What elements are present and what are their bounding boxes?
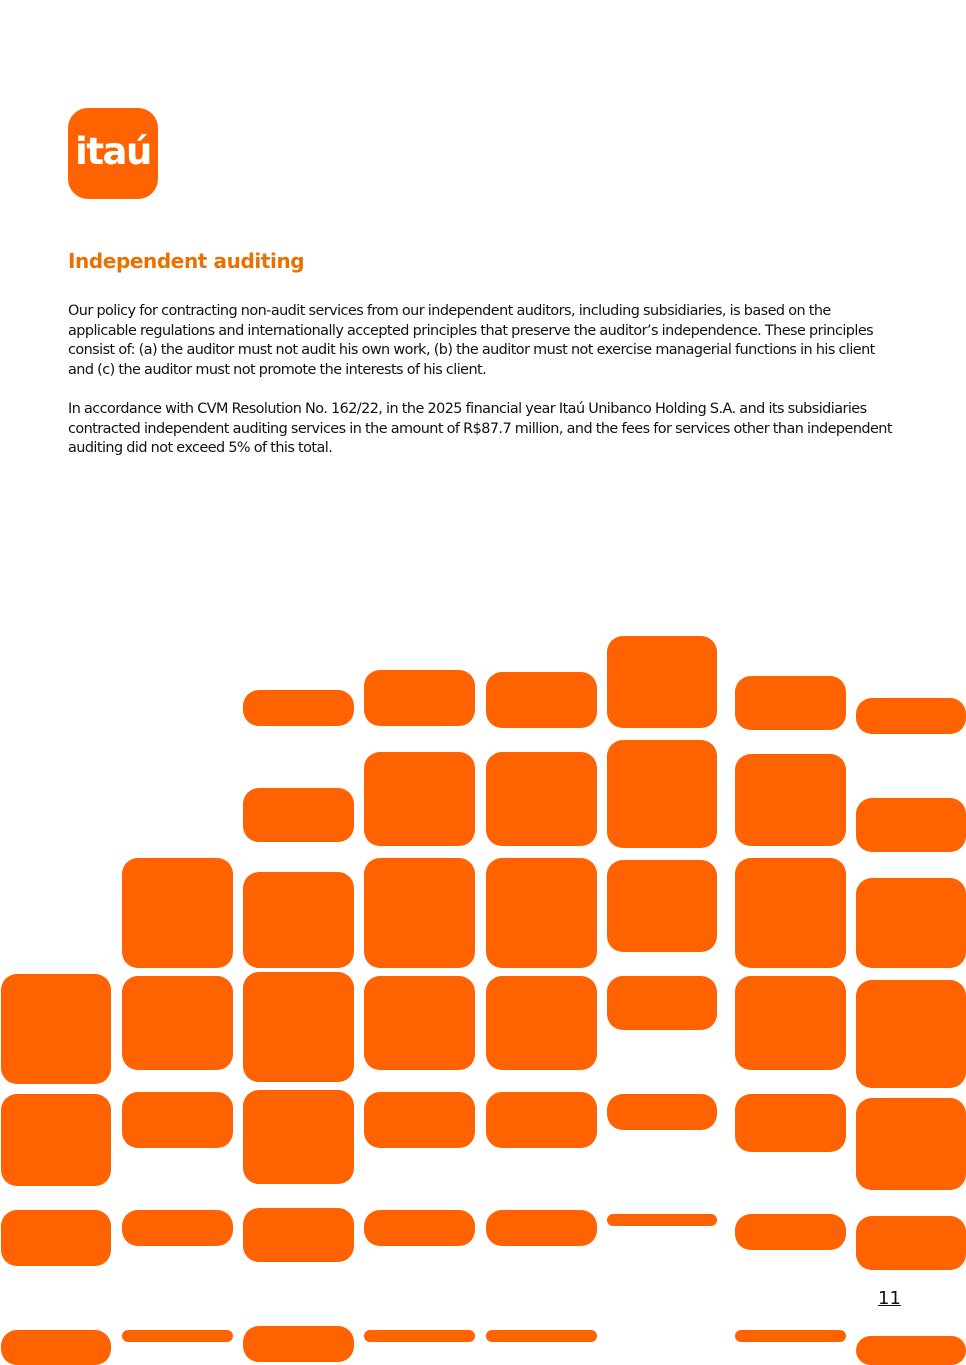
pattern-tile — [856, 980, 966, 1088]
pattern-tile — [486, 858, 597, 968]
pattern-tile — [607, 860, 717, 952]
pattern-tile — [607, 636, 717, 728]
pattern-tile — [856, 798, 966, 852]
pattern-tile — [735, 976, 846, 1070]
pattern-tile — [364, 858, 475, 968]
pattern-tile — [122, 1092, 233, 1148]
pattern-tile — [607, 1214, 717, 1226]
pattern-tile — [122, 858, 233, 968]
pattern-tile — [243, 1326, 354, 1362]
pattern-tile — [1, 1210, 111, 1266]
pattern-tile — [243, 788, 354, 842]
pattern-tile — [856, 1098, 966, 1190]
pattern-tile — [364, 1210, 475, 1246]
pattern-tile — [735, 858, 846, 968]
policy-paragraph: Our policy for contracting non-audit services from our independent auditors, including subsidiaries, is based on the applicable regulations and internationally accepted principles that preserve the auditor’s independence. These principles consist of: (a) the auditor must not audit his own work, (b) the auditor must not exercise managerial functions in his client and (c) the auditor must not promote the interests of his client. — [68, 303, 875, 378]
pattern-tile — [856, 1216, 966, 1270]
itau-logo — [68, 108, 158, 199]
pattern-tile — [856, 1336, 966, 1365]
pattern-tile — [1, 1094, 111, 1186]
pattern-tile — [243, 1208, 354, 1262]
pattern-tile — [243, 972, 354, 1082]
pattern-tile — [243, 1090, 354, 1184]
pattern-tile — [735, 1330, 846, 1342]
pattern-tile — [364, 1330, 475, 1342]
pattern-tile — [364, 752, 475, 846]
pattern-tile — [735, 1094, 846, 1152]
pattern-tile — [1, 1330, 111, 1365]
logo-wordmark: itaú — [75, 130, 151, 173]
section-title: Independent auditing — [68, 249, 305, 273]
pattern-tile — [122, 1210, 233, 1246]
pattern-tile — [122, 976, 233, 1070]
decorative-block-pattern — [0, 620, 966, 1365]
pattern-tile — [735, 676, 846, 730]
pattern-tile — [735, 754, 846, 846]
pattern-tile — [607, 1094, 717, 1130]
page-number: 11 — [878, 1288, 901, 1309]
pattern-tile — [122, 1330, 233, 1342]
pattern-tile — [856, 878, 966, 968]
pattern-tile — [486, 672, 597, 728]
pattern-tile — [735, 1214, 846, 1250]
pattern-tile — [364, 976, 475, 1070]
pattern-tile — [486, 976, 597, 1070]
pattern-tile — [486, 752, 597, 846]
pattern-tile — [486, 1092, 597, 1148]
pattern-tile — [607, 976, 717, 1030]
pattern-tile — [243, 872, 354, 968]
pattern-tile — [364, 670, 475, 726]
pattern-tile — [364, 1092, 475, 1148]
pattern-tile — [856, 698, 966, 734]
pattern-tile — [486, 1330, 597, 1342]
pattern-tile — [607, 740, 717, 848]
pattern-tile — [486, 1210, 597, 1246]
pattern-tile — [1, 974, 111, 1084]
fees-paragraph: In accordance with CVM Resolution No. 162/22, in the 2025 financial year Itaú Unibanco Holding S.A. and its subsidiaries contracted independent auditing services in the amount of R$87.7 million, and the fees for services other than independent auditing did not exceed 5% of this total. — [68, 401, 892, 456]
pattern-tile — [243, 690, 354, 726]
